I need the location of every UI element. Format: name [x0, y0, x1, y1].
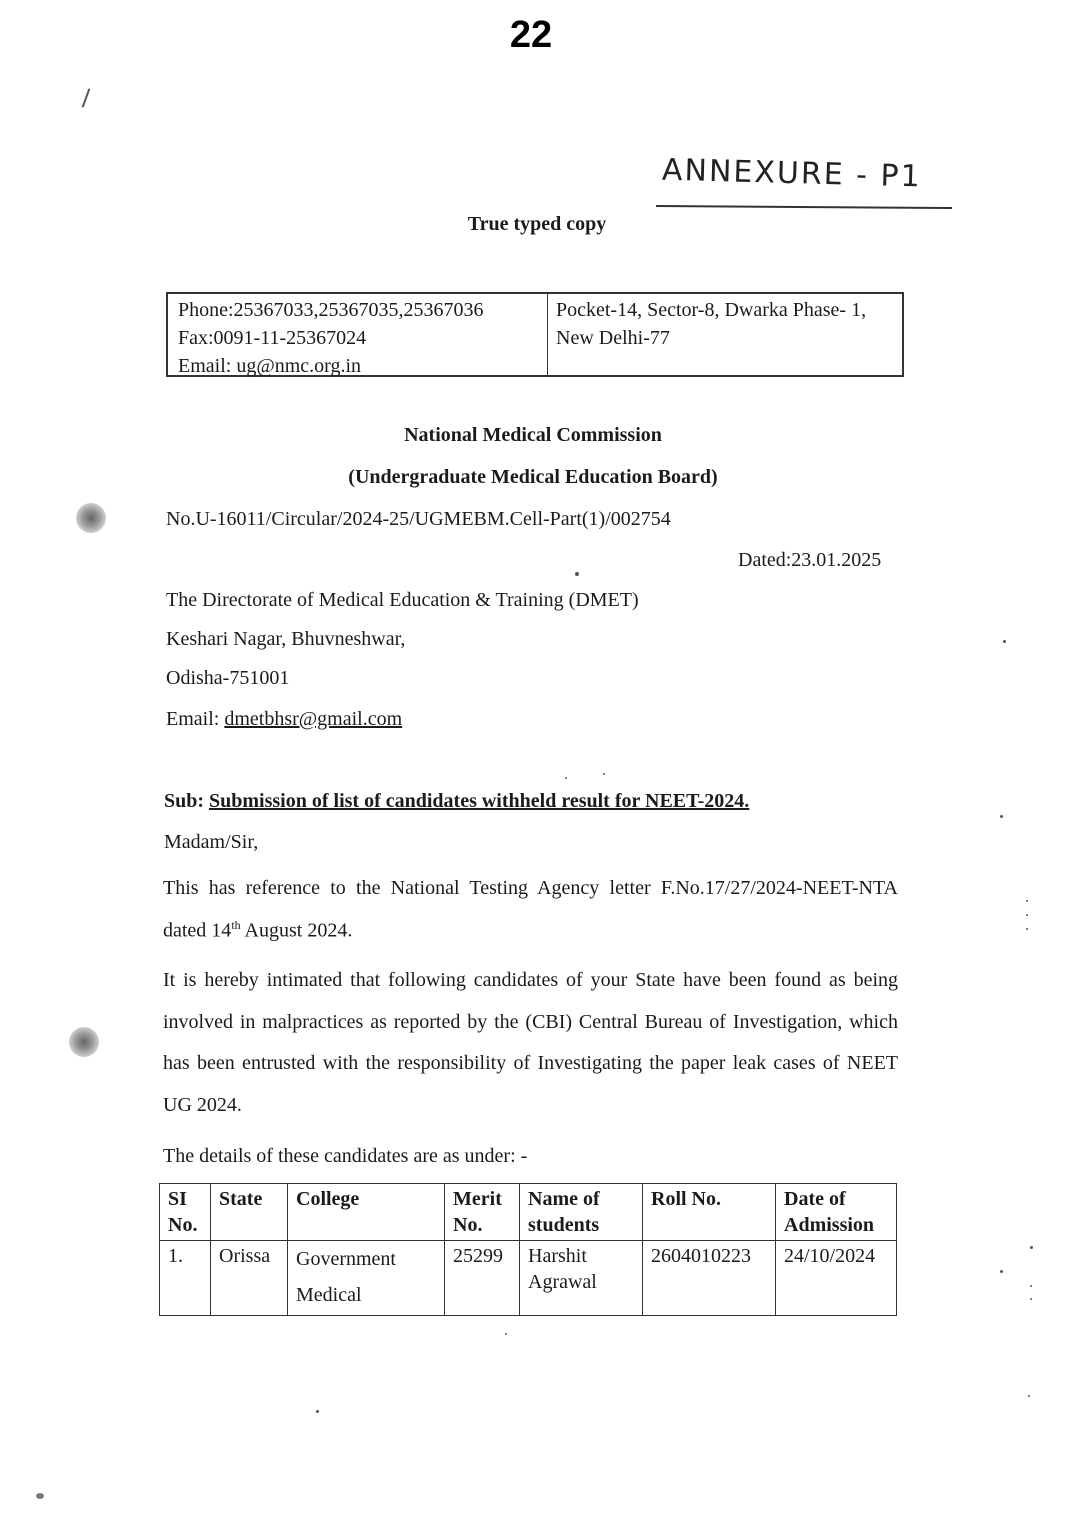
cell-student-name: Harshit Agrawal: [520, 1241, 643, 1316]
paragraph-reference: [163, 870, 898, 950]
reference-number: No.U-16011/Circular/2024-25/UGMEBM.Cell-Part(1)/002754: [166, 508, 671, 530]
cell-state: Orissa: [211, 1241, 288, 1316]
candidates-table: [159, 1183, 897, 1316]
ordinal-suffix: th: [231, 918, 241, 932]
cell-sl-no: 1.: [160, 1241, 211, 1316]
letterhead-contact: [168, 294, 548, 375]
scan-dot: [1000, 815, 1003, 818]
scan-dot: [1028, 1395, 1030, 1397]
scan-mark: [82, 88, 91, 107]
cell-roll-no: 2604010223: [643, 1241, 776, 1316]
letterhead-address: [548, 294, 902, 375]
scan-dot: [1000, 1270, 1003, 1273]
letterhead-fax: Fax:0091-11-25367024: [178, 327, 367, 349]
scan-dot: [603, 773, 605, 775]
addressee-email-label: Email:: [166, 708, 225, 730]
letterhead-box: [166, 292, 904, 377]
org-name: National Medical Commission: [404, 424, 662, 446]
addressee-email-line: [166, 708, 402, 731]
scan-dot: [575, 572, 579, 576]
addressee-line2: Keshari Nagar, Bhuvneshwar,: [166, 628, 406, 650]
punch-hole-mark-bottom: [69, 1027, 99, 1057]
scan-dot: [1030, 1285, 1032, 1287]
column-header-college: College: [288, 1184, 445, 1241]
cell-college: Government Medical: [288, 1241, 445, 1316]
subject-label: Sub:: [164, 790, 205, 812]
punch-hole-mark-top: [76, 503, 106, 533]
date-line: Dated:23.01.2025: [738, 549, 882, 571]
annexure-handwritten-label: ANNEXURE - P1: [661, 152, 923, 195]
letterhead-phone: Phone:25367033,25367035,25367036: [178, 299, 484, 321]
table-row: [160, 1241, 897, 1316]
column-header-roll-no: Roll No.: [643, 1184, 776, 1241]
paragraph-reference-date: August 2024.: [240, 919, 353, 942]
letterhead-address-line2: New Delhi-77: [556, 327, 670, 349]
column-header-merit-no: Merit No.: [445, 1184, 520, 1241]
true-copy-label: True typed copy: [467, 213, 607, 235]
scan-dot: [1003, 640, 1006, 643]
page-number: 22: [509, 14, 553, 56]
scan-dot: [1030, 1298, 1032, 1300]
subject-line: [164, 790, 749, 813]
cell-admission-date: 24/10/2024: [776, 1241, 897, 1316]
scan-dot: [565, 777, 567, 779]
salutation: Madam/Sir,: [164, 831, 259, 853]
board-name: (Undergraduate Medical Education Board): [348, 466, 718, 488]
scan-smudge: [36, 1493, 44, 1499]
column-header-student-name: Name of students: [520, 1184, 643, 1241]
scan-dot: [1026, 928, 1028, 930]
paragraph-reference-text: This has reference to the National Testing Agency letter F.No.17/27/2024-NEET-NTA dated 14: [163, 877, 898, 942]
table-header-row: [160, 1184, 897, 1241]
scan-dot: [316, 1410, 319, 1413]
paragraph-details-intro: The details of these candidates are as under: -: [163, 1145, 528, 1167]
scan-dot: [1026, 914, 1028, 916]
column-header-sl-no: SI No.: [160, 1184, 211, 1241]
addressee-email-link[interactable]: dmetbhsr@gmail.com: [224, 708, 403, 730]
scan-dot: [1026, 900, 1028, 902]
column-header-state: State: [211, 1184, 288, 1241]
scan-dot: [505, 1333, 507, 1335]
cell-merit-no: 25299: [445, 1241, 520, 1316]
addressee-line1: The Directorate of Medical Education & Training (DMET): [166, 589, 639, 611]
letterhead-address-line1: Pocket-14, Sector-8, Dwarka Phase- 1,: [556, 299, 867, 321]
letterhead-email: Email: ug@nmc.org.in: [178, 355, 362, 377]
column-header-admission-date: Date of Admission: [776, 1184, 897, 1241]
paragraph-intimation: It is hereby intimated that following candidates of your State have been found as being involved in malpractices as reported by the (CBI) Central Bureau of Investigation, which has been entrusted with the responsibility of Investigating the paper leak cases of NEET UG 2024.: [163, 969, 898, 1116]
annexure-underline: [656, 205, 952, 209]
subject-title: Submission of list of candidates withheld result for NEET-2024.: [209, 790, 750, 812]
addressee-line3: Odisha-751001: [166, 667, 290, 689]
scan-dot: [1030, 1246, 1033, 1249]
